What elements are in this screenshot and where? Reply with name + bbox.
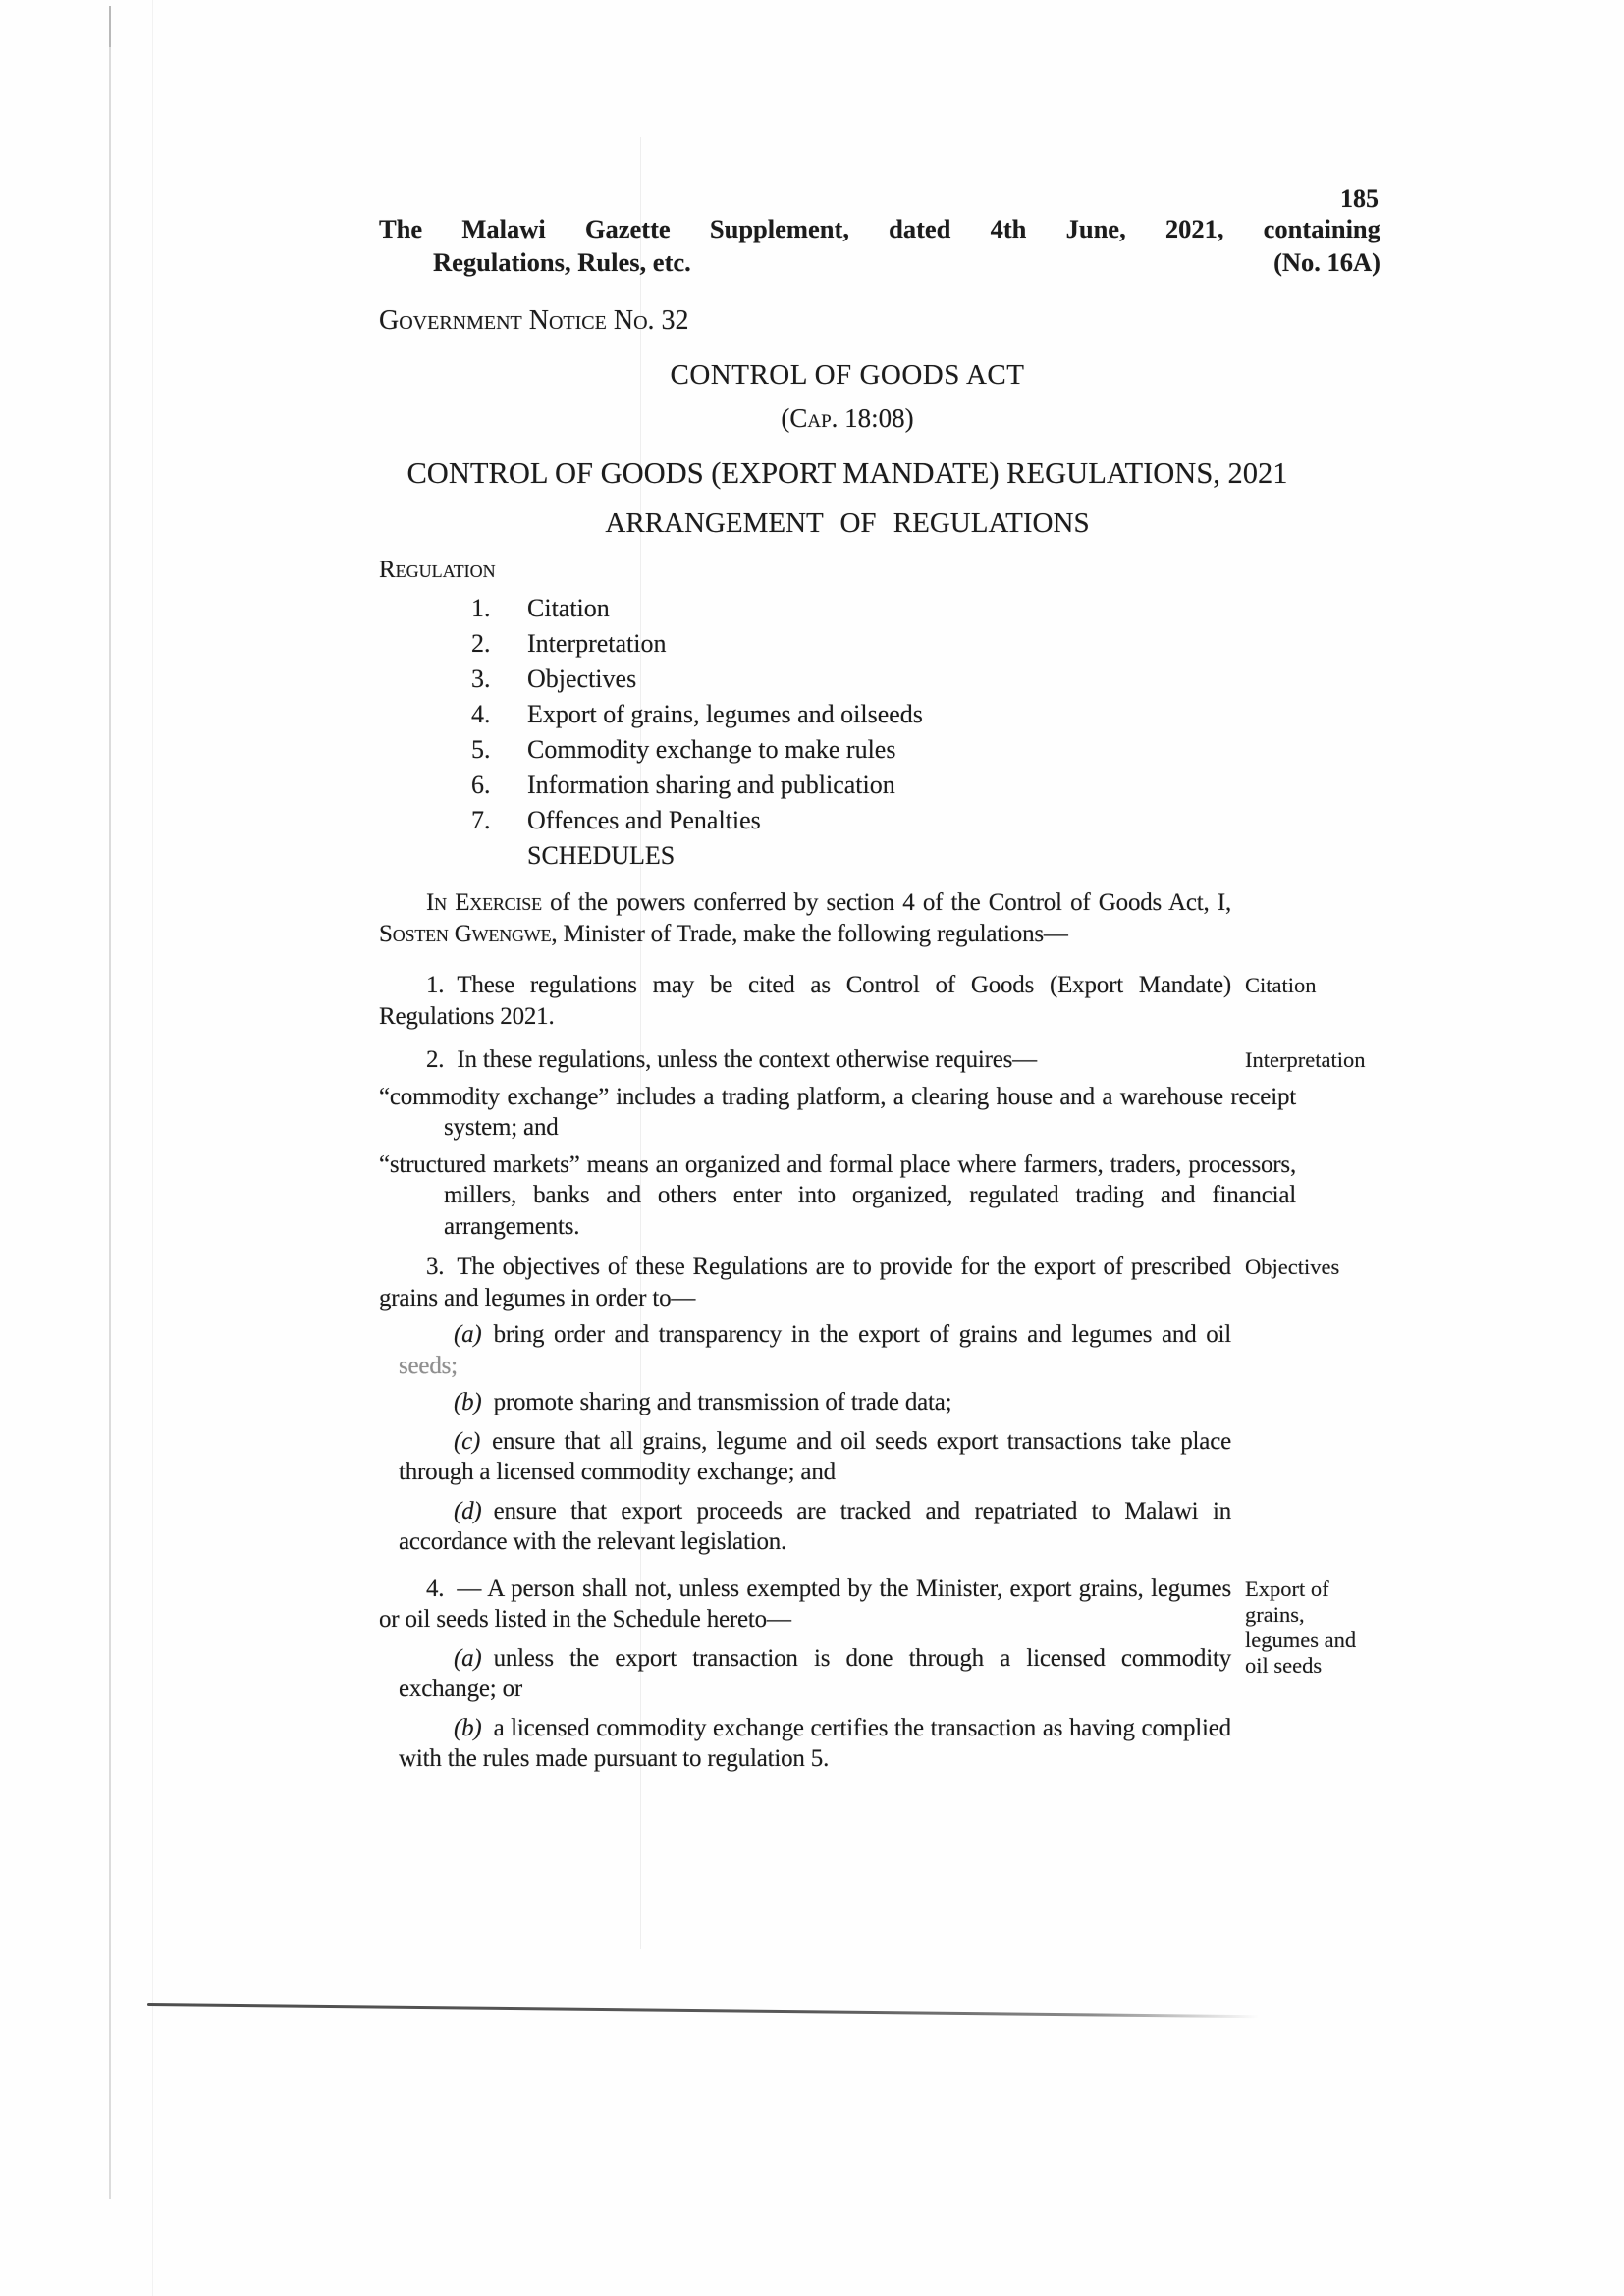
header-word: 4th bbox=[990, 214, 1027, 243]
definition-text: means an organized and formal place where farmers, traders, processors, millers, banks and others enter into organized, regulated trading and financial arrangements. bbox=[444, 1150, 1296, 1240]
arrangement-item-number: 5. bbox=[471, 735, 491, 764]
preamble-body-1: of the powers conferred by section 4 of the Control of Goods Act, I, bbox=[541, 889, 1231, 916]
regulation-4-item-b bbox=[399, 1713, 1231, 1775]
item-text: ensure that export proceeds are tracked and repatriated to Malawi in accordance with the relevant legislation. bbox=[399, 1497, 1231, 1555]
gazette-subtitle: Regulations, Rules, etc. bbox=[433, 247, 691, 277]
definition-commodity-exchange bbox=[379, 1082, 1296, 1144]
schedules-label: SCHEDULES bbox=[527, 841, 676, 870]
regulation-text: The objectives of these Regulations are to provide for the export of prescribed grains and legumes in order to— bbox=[379, 1254, 1231, 1311]
definition-structured-markets bbox=[379, 1149, 1296, 1243]
arrangement-item bbox=[379, 626, 1380, 662]
regulation-text: In these regulations, unless the context otherwise requires— bbox=[457, 1046, 1037, 1073]
preamble-paragraph bbox=[379, 887, 1231, 949]
scan-page-edge-line-dark-cap bbox=[109, 6, 111, 47]
arrangement-item bbox=[379, 732, 1380, 768]
regulation-3-item-c bbox=[399, 1426, 1231, 1488]
item-letter: (a) bbox=[454, 1321, 482, 1348]
header-word: The bbox=[379, 214, 423, 243]
header-word: June, bbox=[1065, 214, 1126, 243]
arrangement-item-text: Citation bbox=[527, 594, 610, 622]
preamble-opening: In Exercise bbox=[426, 889, 542, 916]
regulation-2-paragraph bbox=[379, 1044, 1366, 1076]
header-word: dated bbox=[889, 214, 951, 243]
regulation-number: 1. bbox=[426, 972, 445, 998]
header-word: Supplement, bbox=[709, 214, 849, 243]
regulation-text: — A person shall not, unless exempted by the Minister, export grains, legumes or oil seeds listed in the Schedule hereto— bbox=[379, 1575, 1231, 1632]
regulations-title: CONTROL OF GOODS (EXPORT MANDATE) REGULATIONS, 2021 bbox=[406, 456, 1288, 490]
regulation-3-item-a bbox=[399, 1319, 1231, 1381]
item-text: promote sharing and transmission of trade data; bbox=[493, 1389, 952, 1415]
item-text: unless the export transaction is done through a licensed commodity exchange; or bbox=[399, 1644, 1231, 1702]
definition-text: includes a trading platform, a clearing house and a warehouse receipt system; and bbox=[444, 1083, 1296, 1141]
issue-number: (No. 16A) bbox=[1273, 247, 1380, 277]
header-word: containing bbox=[1263, 214, 1380, 243]
arrangement-item-text: Export of grains, legumes and oilseeds bbox=[527, 700, 923, 728]
gazette-header-line1 bbox=[379, 212, 1380, 245]
side-note-export-of-grains: Export of grains, legumes and oil seeds bbox=[1245, 1575, 1357, 1678]
item-text: ensure that all grains, legume and oil seeds export transactions take place through a licensed commodity exchange; and bbox=[399, 1427, 1231, 1485]
item-letter: (b) bbox=[454, 1389, 482, 1415]
side-note-interpretation: Interpretation bbox=[1245, 1047, 1366, 1072]
regulation-number: 4. bbox=[426, 1575, 445, 1602]
regulation-list-label: Regulation bbox=[379, 557, 496, 583]
header-word: Malawi bbox=[461, 214, 546, 243]
arrangement-title: ARRANGEMENT OF REGULATIONS bbox=[605, 507, 1090, 539]
act-title: CONTROL OF GOODS ACT bbox=[670, 359, 1025, 391]
arrangement-item bbox=[379, 803, 1380, 838]
header-word: 2021, bbox=[1164, 214, 1224, 243]
regulation-number: 2. bbox=[426, 1046, 445, 1073]
arrangement-item-number: 3. bbox=[471, 665, 491, 693]
arrangement-list bbox=[379, 591, 1380, 874]
scan-secondary-edge-line bbox=[152, 0, 153, 2296]
arrangement-item-text: Objectives bbox=[527, 665, 637, 693]
arrangement-item bbox=[379, 768, 1380, 803]
item-text: a licensed commodity exchange certifies the transaction as having complied with the rules made pursuant to regulation 5. bbox=[399, 1714, 1231, 1772]
defined-term: “structured markets” bbox=[379, 1150, 580, 1178]
side-note-citation: Citation bbox=[1245, 973, 1317, 997]
regulation-number: 3. bbox=[426, 1254, 445, 1280]
item-letter: (d) bbox=[454, 1497, 482, 1524]
item-text-faded: seeds; bbox=[399, 1352, 458, 1379]
regulation-4-item-a bbox=[399, 1643, 1231, 1705]
arrangement-item-number: 1. bbox=[471, 594, 491, 622]
arrangement-item-number: 7. bbox=[471, 806, 491, 834]
regulation-3-paragraph bbox=[379, 1252, 1340, 1313]
defined-term: “commodity exchange” bbox=[379, 1083, 610, 1110]
arrangement-item-text: Commodity exchange to make rules bbox=[527, 735, 896, 764]
title-block bbox=[379, 357, 1316, 541]
act-chapter: (Cap. 18:08) bbox=[781, 403, 914, 433]
arrangement-item-number: 4. bbox=[471, 700, 491, 728]
scan-artifact-horizontal-rule bbox=[147, 2003, 1259, 2018]
minister-name: Sosten Gwengwe bbox=[379, 920, 552, 947]
regulation-3-item-d bbox=[399, 1496, 1231, 1558]
regulation-text: These regulations may be cited as Control of Goods (Export Mandate) Regulations 2021. bbox=[379, 972, 1231, 1030]
item-letter: (b) bbox=[454, 1714, 482, 1741]
arrangement-item bbox=[379, 697, 1380, 732]
regulation-1-paragraph bbox=[379, 970, 1317, 1032]
page-number: 185 bbox=[1340, 185, 1379, 213]
header-word: Gazette bbox=[584, 214, 671, 243]
page-content bbox=[379, 187, 1380, 1775]
arrangement-item-text: Offences and Penalties bbox=[527, 806, 761, 834]
side-note-objectives: Objectives bbox=[1245, 1255, 1340, 1279]
gazette-header-line2 bbox=[379, 245, 1380, 279]
arrangement-item-text: Interpretation bbox=[527, 629, 667, 658]
arrangement-item bbox=[379, 662, 1380, 697]
item-text: bring order and transparency in the export of grains and legumes and oil bbox=[493, 1321, 1231, 1348]
arrangement-item-text: Information sharing and publication bbox=[527, 771, 895, 799]
item-letter: (a) bbox=[454, 1644, 482, 1672]
arrangement-item-number: 6. bbox=[471, 771, 491, 799]
arrangement-item bbox=[379, 591, 1380, 626]
regulation-3-item-b bbox=[399, 1387, 1231, 1418]
item-letter: (c) bbox=[454, 1427, 481, 1455]
preamble-body-2: , Minister of Trade, make the following regulations— bbox=[551, 920, 1068, 947]
government-notice-number: Government Notice No. 32 bbox=[379, 305, 689, 336]
arrangement-item-number: 2. bbox=[471, 629, 491, 658]
scan-page-edge-line bbox=[109, 6, 111, 2199]
